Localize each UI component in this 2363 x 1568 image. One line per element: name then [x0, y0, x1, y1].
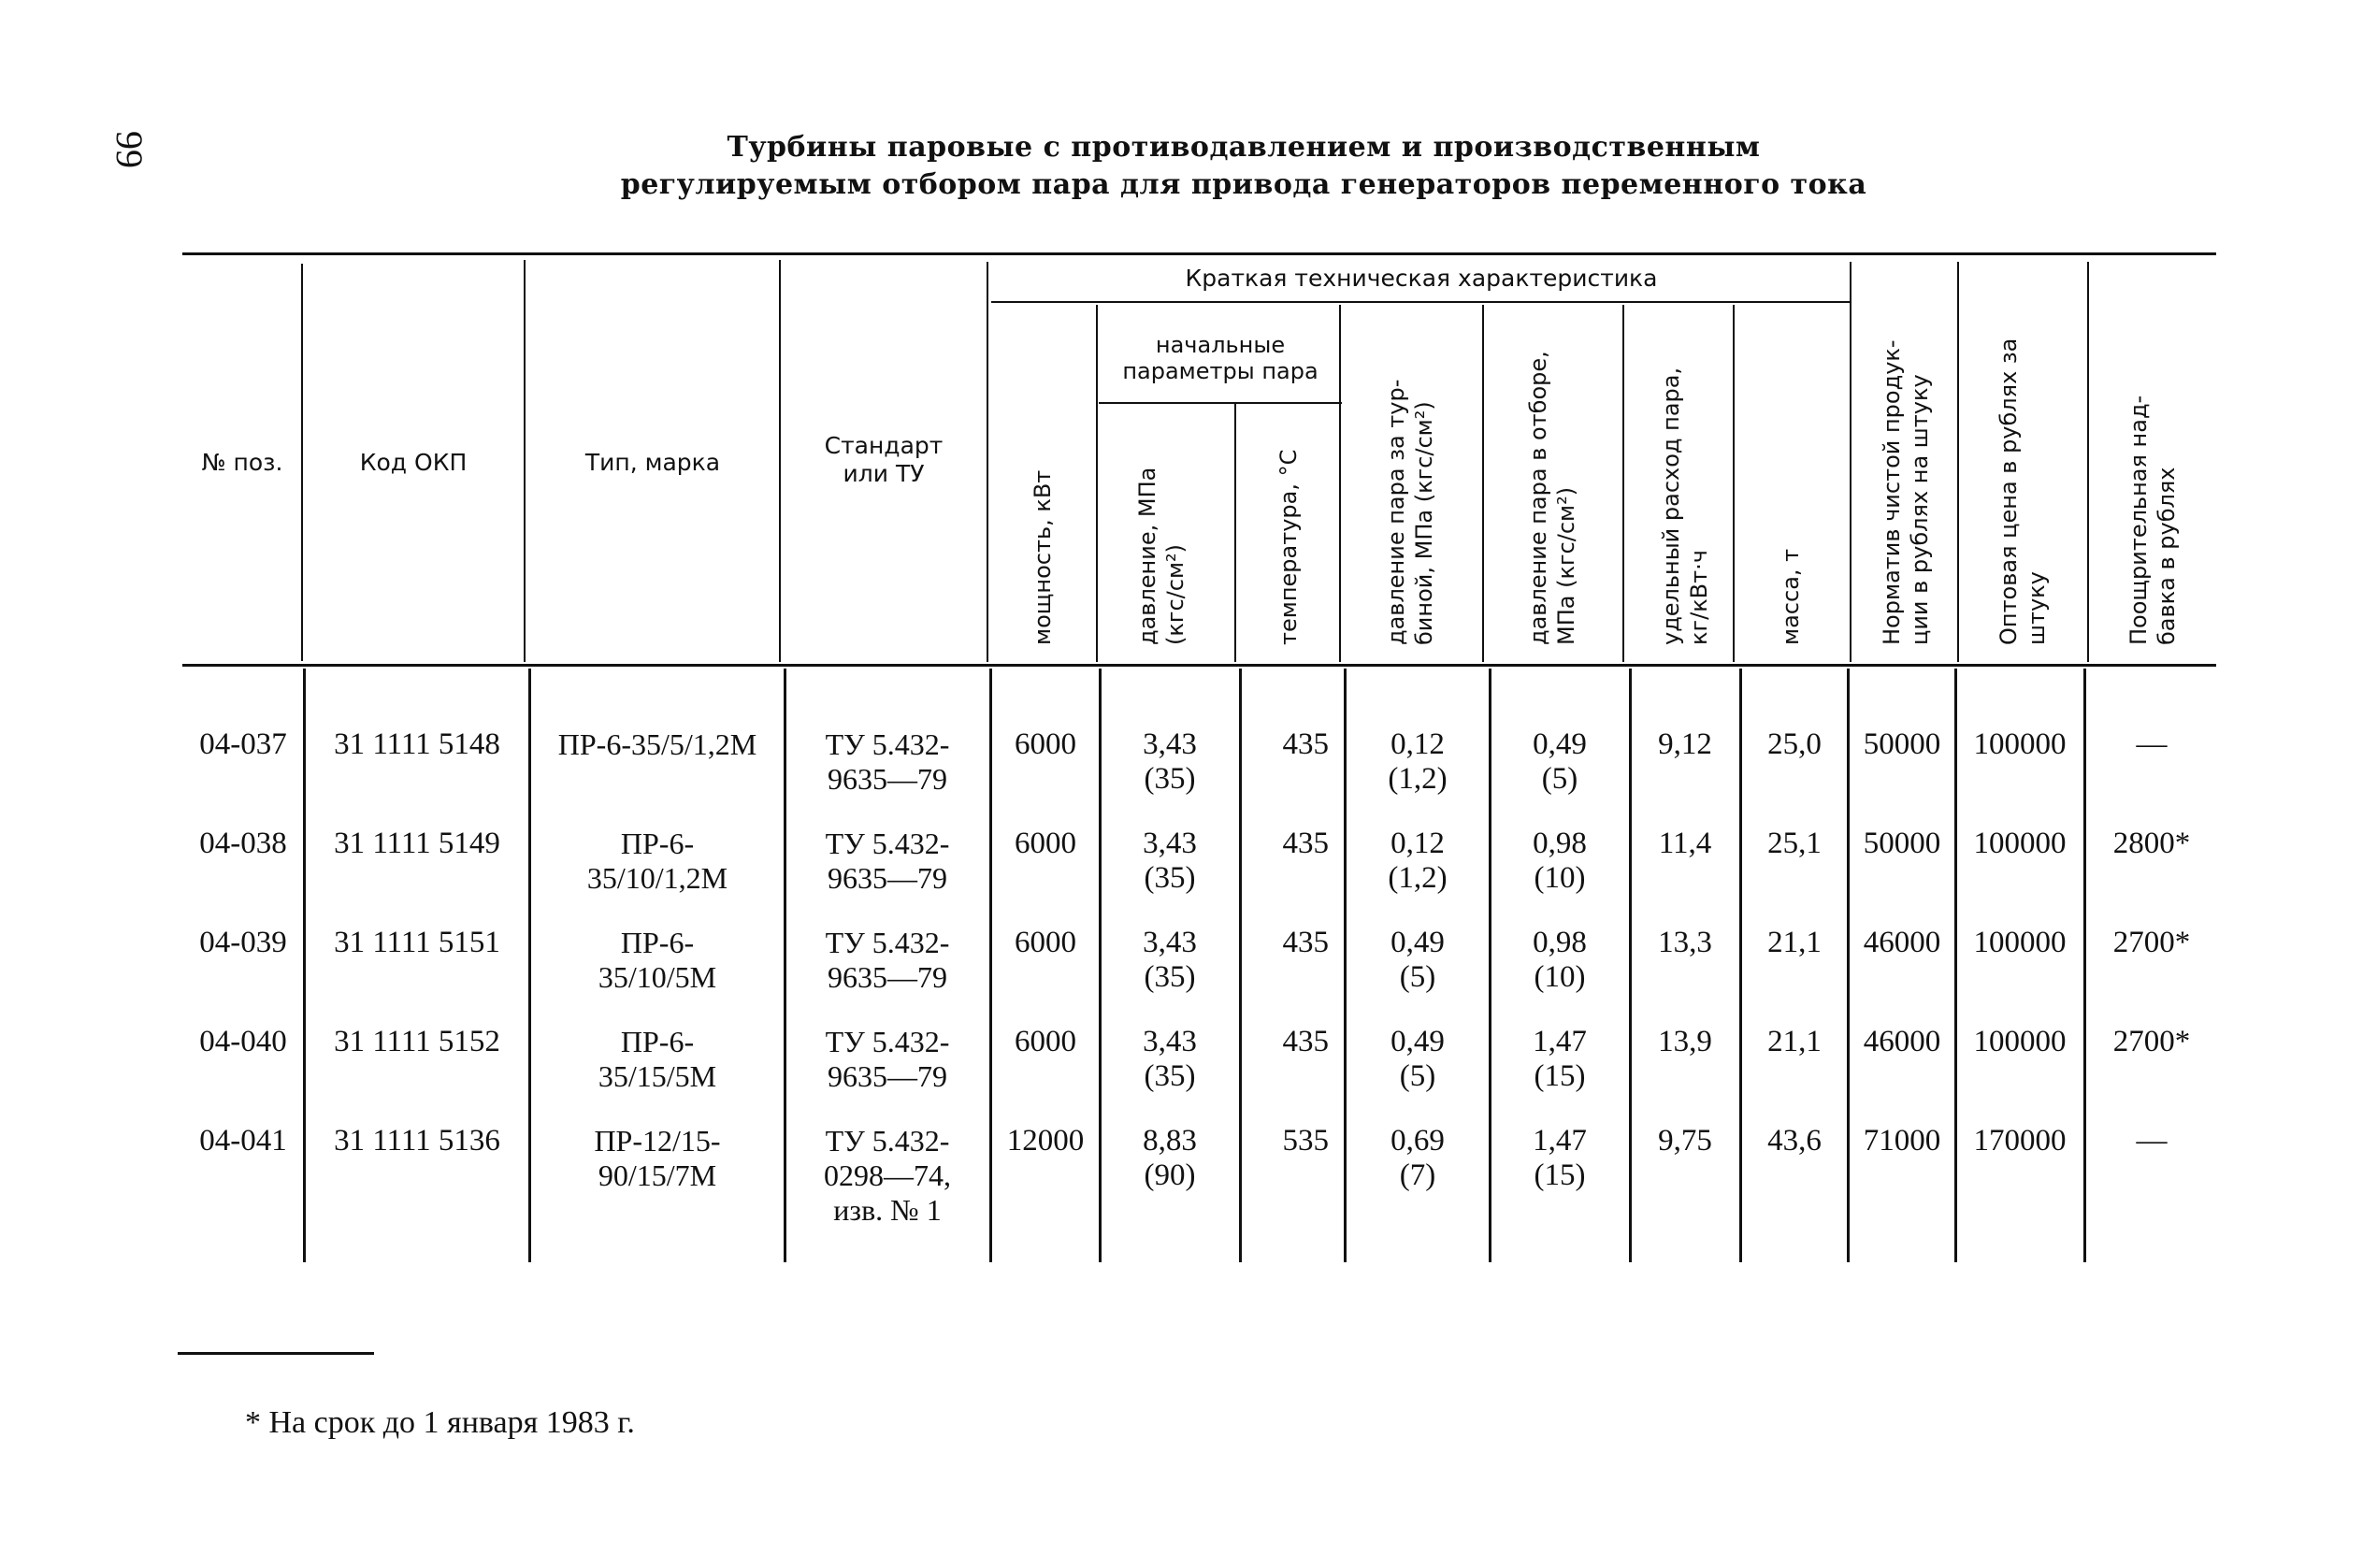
cell-pressure: [1102, 926, 1238, 995]
cell-back: [1347, 926, 1489, 995]
header-standard-line-1: Стандарт: [824, 432, 944, 459]
cell-bonus: [2086, 1025, 2217, 1059]
cell-std: [786, 1025, 988, 1094]
cell-std-line-1: ТУ 5.432-: [825, 1025, 950, 1058]
cell-temp: [1242, 1025, 1329, 1059]
cell-back-line-1: 0,49: [1390, 926, 1445, 959]
cell-power: [992, 926, 1099, 960]
cell-okp-line-1: 31 1111 5136: [334, 1124, 500, 1158]
header-divider: [1733, 305, 1735, 662]
header-power: [1029, 470, 1057, 645]
cell-type: [531, 827, 784, 896]
initial-params-rule: [1099, 402, 1342, 404]
header-divider: [1482, 305, 1484, 662]
cell-extr: [1491, 926, 1628, 995]
cell-extr-line-1: 0,98: [1533, 926, 1587, 959]
header-divider: [1622, 305, 1624, 662]
header-temperature-line-1: температура, °С: [1275, 449, 1302, 645]
cell-back-line-2: (1,2): [1388, 762, 1448, 796]
header-divider: [1957, 262, 1959, 662]
cell-norm: [1850, 1124, 1954, 1158]
cell-specific-line-1: 13,3: [1658, 926, 1712, 959]
cell-pos: [185, 926, 301, 960]
cell-std-line-1: ТУ 5.432-: [825, 926, 950, 959]
cell-pos-line-1: 04-038: [199, 827, 287, 860]
cell-extr-line-1: 0,49: [1533, 727, 1587, 761]
cell-specific-line-1: 9,75: [1658, 1124, 1712, 1158]
cell-back-line-2: (7): [1399, 1158, 1436, 1192]
cell-temp-line-1: 435: [1282, 827, 1329, 860]
header-pressure-line-2: (кгс/см²): [1162, 543, 1189, 645]
cell-std: [786, 727, 988, 797]
cell-wholesale: [1957, 827, 2082, 861]
page-title: [524, 129, 1964, 204]
cell-bonus-line-1: 2700*: [2112, 926, 2191, 959]
cell-back-line-1: 0,49: [1390, 1025, 1445, 1058]
cell-std-line-2: 9635—79: [828, 762, 947, 796]
cell-std-line-1: ТУ 5.432-: [825, 1124, 950, 1158]
cell-mass-line-1: 43,6: [1767, 1124, 1822, 1158]
cell-bonus-line-1: —: [2136, 727, 2168, 761]
header-wholesale-price: [1995, 338, 2051, 645]
header-pos: № поз.: [201, 449, 283, 476]
page-number: 99: [108, 131, 151, 168]
cell-std-line-3: изв. № 1: [833, 1193, 942, 1227]
cell-power: [992, 827, 1099, 861]
cell-power: [992, 1124, 1099, 1158]
cell-back-line-2: (1,2): [1388, 861, 1448, 895]
cell-pressure-line-2: (35): [1144, 861, 1196, 895]
cell-bonus: [2086, 926, 2217, 960]
cell-bonus-line-1: —: [2136, 1124, 2168, 1158]
cell-extr: [1491, 727, 1628, 797]
header-bonus-line-2: бавка в рублях: [2154, 467, 2180, 645]
body-divider: [303, 669, 306, 1262]
cell-pressure-line-2: (35): [1144, 960, 1196, 994]
cell-back: [1347, 1124, 1489, 1193]
cell-extr-line-2: (10): [1534, 960, 1586, 994]
header-initial-params: [1099, 332, 1342, 384]
header-specific-line-2: кг/кВт·ч: [1686, 550, 1712, 645]
cell-power-line-1: 6000: [1015, 727, 1076, 761]
cell-okp: [307, 727, 527, 762]
cell-specific: [1632, 727, 1738, 762]
cell-pos: [185, 727, 301, 762]
header-initial-params-line-2: параметры пара: [1122, 358, 1318, 384]
cell-pressure-line-1: 3,43: [1143, 1025, 1197, 1058]
cell-pos: [185, 1025, 301, 1059]
cell-norm: [1850, 827, 1954, 861]
cell-power: [992, 1025, 1099, 1059]
cell-pressure-line-1: 3,43: [1143, 727, 1197, 761]
header-divider: [779, 260, 781, 662]
cell-mass: [1742, 1124, 1847, 1158]
cell-specific: [1632, 1025, 1738, 1059]
cell-extr-line-2: (15): [1534, 1158, 1586, 1192]
cell-temp-line-1: 535: [1282, 1124, 1329, 1158]
header-extraction-pressure: [1524, 351, 1580, 645]
cell-type: [531, 1025, 784, 1094]
cell-std-line-1: ТУ 5.432-: [825, 827, 950, 860]
cell-type-line-1: ПР-6-: [620, 926, 695, 959]
header-initial-params-line-1: начальные: [1155, 332, 1286, 358]
cell-norm-line-1: 50000: [1863, 827, 1941, 860]
cell-extr-line-2: (15): [1534, 1059, 1586, 1093]
cell-pressure-line-2: (35): [1144, 1059, 1196, 1093]
tech-group-rule: [991, 301, 1851, 303]
header-specific-consumption: [1657, 367, 1713, 645]
header-divider: [524, 260, 526, 662]
cell-wholesale-line-1: 100000: [1973, 1025, 2067, 1058]
cell-mass: [1742, 1025, 1847, 1059]
cell-extr: [1491, 1025, 1628, 1094]
cell-norm: [1850, 926, 1954, 960]
cell-pos-line-1: 04-037: [199, 727, 287, 761]
cell-back-line-2: (5): [1399, 1059, 1436, 1093]
cell-mass-line-1: 25,0: [1767, 727, 1822, 761]
cell-wholesale: [1957, 1124, 2082, 1158]
cell-std-line-2: 9635—79: [828, 861, 947, 895]
cell-type-line-2: 35/10/1,2М: [586, 861, 728, 895]
cell-back-line-2: (5): [1399, 960, 1436, 994]
cell-specific-line-1: 13,9: [1658, 1025, 1712, 1058]
cell-std-line-2: 0298—74,: [824, 1158, 951, 1192]
cell-pressure-line-1: 8,83: [1143, 1124, 1197, 1158]
cell-temp: [1242, 926, 1329, 960]
cell-norm-line-1: 46000: [1863, 926, 1941, 959]
header-net-output-norm: [1878, 339, 1934, 645]
cell-pressure-line-2: (35): [1144, 762, 1196, 796]
cell-std-line-2: 9635—79: [828, 1059, 947, 1093]
cell-mass-line-1: 21,1: [1767, 926, 1822, 959]
header-standard-line-2: или ТУ: [843, 460, 925, 487]
cell-wholesale: [1957, 926, 2082, 960]
footnote-rule: [178, 1352, 374, 1355]
header-tech-group: Краткая техническая характеристика: [1185, 265, 1658, 292]
cell-temp: [1242, 1124, 1329, 1158]
header-pressure: [1133, 468, 1189, 645]
cell-mass-line-1: 25,1: [1767, 827, 1822, 860]
cell-pressure: [1102, 1124, 1238, 1193]
header-divider: [1850, 262, 1851, 662]
cell-pos-line-1: 04-039: [199, 926, 287, 959]
cell-mass: [1742, 827, 1847, 861]
cell-okp: [307, 1025, 527, 1059]
title-line-2: регулируемым отбором пара для привода генераторов переменного тока: [620, 168, 1867, 201]
cell-std: [786, 1124, 988, 1228]
cell-extr-line-2: (10): [1534, 861, 1586, 895]
header-divider: [987, 262, 988, 662]
cell-mass: [1742, 926, 1847, 960]
header-norm-line-1: Норматив чистой продук-: [1879, 339, 1905, 645]
cell-type: [531, 926, 784, 995]
cell-back: [1347, 727, 1489, 797]
cell-norm-line-1: 50000: [1863, 727, 1941, 761]
cell-bonus: [2086, 1124, 2217, 1158]
header-divider: [1096, 305, 1098, 662]
cell-bonus: [2086, 827, 2217, 861]
cell-norm-line-1: 46000: [1863, 1025, 1941, 1058]
cell-norm: [1850, 1025, 1954, 1059]
cell-wholesale: [1957, 1025, 2082, 1059]
header-power-line-1: мощность, кВт: [1030, 469, 1056, 645]
cell-okp-line-1: 31 1111 5148: [334, 727, 500, 761]
cell-temp-line-1: 435: [1282, 727, 1329, 761]
cell-extr: [1491, 827, 1628, 896]
cell-bonus-line-1: 2800*: [2112, 827, 2191, 860]
cell-type-line-1: ПР-6-: [620, 827, 695, 860]
cell-back: [1347, 827, 1489, 896]
cell-specific: [1632, 1124, 1738, 1158]
header-okp: Код ОКП: [359, 449, 468, 476]
cell-extr: [1491, 1124, 1628, 1193]
cell-power: [992, 727, 1099, 762]
header-wholesale-line-1: Оптовая цена в рублях за: [1996, 338, 2022, 645]
cell-std-line-2: 9635—79: [828, 960, 947, 994]
cell-wholesale-line-1: 100000: [1973, 727, 2067, 761]
cell-type: [531, 1124, 784, 1193]
header-bottom-rule: [182, 664, 2216, 667]
header-wholesale-line-2: штуку: [2024, 571, 2050, 645]
header-divider: [2087, 262, 2089, 662]
cell-temp: [1242, 827, 1329, 861]
cell-extr-line-1: 1,47: [1533, 1124, 1587, 1158]
cell-back-line-1: 0,69: [1390, 1124, 1445, 1158]
cell-specific: [1632, 827, 1738, 861]
header-standard: [783, 432, 985, 488]
header-back-pressure: [1382, 380, 1438, 645]
cell-pos-line-1: 04-040: [199, 1025, 287, 1058]
cell-specific-line-1: 9,12: [1658, 727, 1712, 761]
cell-okp-line-1: 31 1111 5152: [334, 1025, 500, 1058]
cell-wholesale-line-1: 100000: [1973, 926, 2067, 959]
cell-temp: [1242, 727, 1329, 762]
header-divider: [1234, 404, 1236, 662]
cell-back-line-1: 0,12: [1390, 827, 1445, 860]
cell-temp-line-1: 435: [1282, 926, 1329, 959]
cell-type-line-1: ПР-12/15-: [594, 1124, 721, 1158]
cell-type: [531, 727, 784, 762]
cell-norm-line-1: 71000: [1863, 1124, 1941, 1158]
header-type: Тип, марка: [584, 449, 721, 476]
cell-pos-line-1: 04-041: [199, 1124, 287, 1158]
cell-specific-line-1: 11,4: [1658, 827, 1712, 860]
cell-mass-line-1: 21,1: [1767, 1025, 1822, 1058]
cell-type-line-2: 90/15/7М: [598, 1158, 717, 1192]
header-divider: [301, 264, 303, 661]
cell-okp-line-1: 31 1111 5149: [334, 827, 500, 860]
cell-power-line-1: 6000: [1015, 926, 1076, 959]
cell-wholesale-line-1: 170000: [1973, 1124, 2067, 1158]
cell-pressure: [1102, 1025, 1238, 1094]
cell-pos: [185, 1124, 301, 1158]
cell-norm: [1850, 727, 1954, 762]
cell-back: [1347, 1025, 1489, 1094]
cell-wholesale-line-1: 100000: [1973, 827, 2067, 860]
cell-power-line-1: 12000: [1006, 1124, 1085, 1158]
cell-std-line-1: ТУ 5.432-: [825, 727, 950, 761]
cell-extr-line-2: (5): [1541, 762, 1578, 796]
cell-pos: [185, 827, 301, 861]
cell-std: [786, 926, 988, 995]
cell-power-line-1: 6000: [1015, 827, 1076, 860]
title-line-1: Турбины паровые с противодавлением и производственным: [727, 131, 1761, 164]
cell-temp-line-1: 435: [1282, 1025, 1329, 1058]
header-back-pressure-line-2: биной, МПа (кгс/см²): [1411, 401, 1437, 645]
header-bonus-line-1: Поощрительная над-: [2125, 395, 2152, 645]
header-pressure-line-1: давление, МПа: [1134, 467, 1160, 645]
cell-okp: [307, 926, 527, 960]
cell-okp: [307, 827, 527, 861]
cell-type-line-1: ПР-6-35/5/1,2М: [557, 727, 757, 761]
cell-power-line-1: 6000: [1015, 1025, 1076, 1058]
cell-okp-line-1: 31 1111 5151: [334, 926, 500, 959]
cell-extr-line-1: 0,98: [1533, 827, 1587, 860]
header-specific-line-1: удельный расход пара,: [1658, 367, 1684, 645]
cell-bonus: [2086, 727, 2217, 762]
cell-type-line-2: 35/10/5М: [598, 960, 717, 994]
header-norm-line-2: ции в рублях на штуку: [1907, 374, 1933, 645]
header-bonus: [2125, 396, 2181, 645]
cell-pressure-line-1: 3,43: [1143, 827, 1197, 860]
cell-back-line-1: 0,12: [1390, 727, 1445, 761]
cell-type-line-1: ПР-6-: [620, 1025, 695, 1058]
cell-pressure: [1102, 827, 1238, 896]
header-back-pressure-line-1: давление пара за тур-: [1383, 379, 1409, 645]
cell-extr-line-1: 1,47: [1533, 1025, 1587, 1058]
cell-specific: [1632, 926, 1738, 960]
cell-pressure-line-1: 3,43: [1143, 926, 1197, 959]
header-temperature: [1275, 450, 1303, 645]
header-extraction-line-2: МПа (кгс/см²): [1553, 486, 1579, 645]
cell-pressure-line-2: (90): [1144, 1158, 1196, 1192]
cell-std: [786, 827, 988, 896]
header-mass: [1777, 549, 1805, 645]
header-extraction-line-1: давление пара в отборе,: [1525, 351, 1551, 645]
cell-mass: [1742, 727, 1847, 762]
cell-pressure: [1102, 727, 1238, 797]
cell-type-line-2: 35/15/5М: [598, 1059, 717, 1093]
cell-bonus-line-1: 2700*: [2112, 1025, 2191, 1058]
header-mass-line-1: масса, т: [1778, 548, 1804, 645]
cell-okp: [307, 1124, 527, 1158]
footnote: * На срок до 1 января 1983 г.: [245, 1405, 635, 1440]
table-top-rule: [182, 252, 2216, 255]
cell-wholesale: [1957, 727, 2082, 762]
